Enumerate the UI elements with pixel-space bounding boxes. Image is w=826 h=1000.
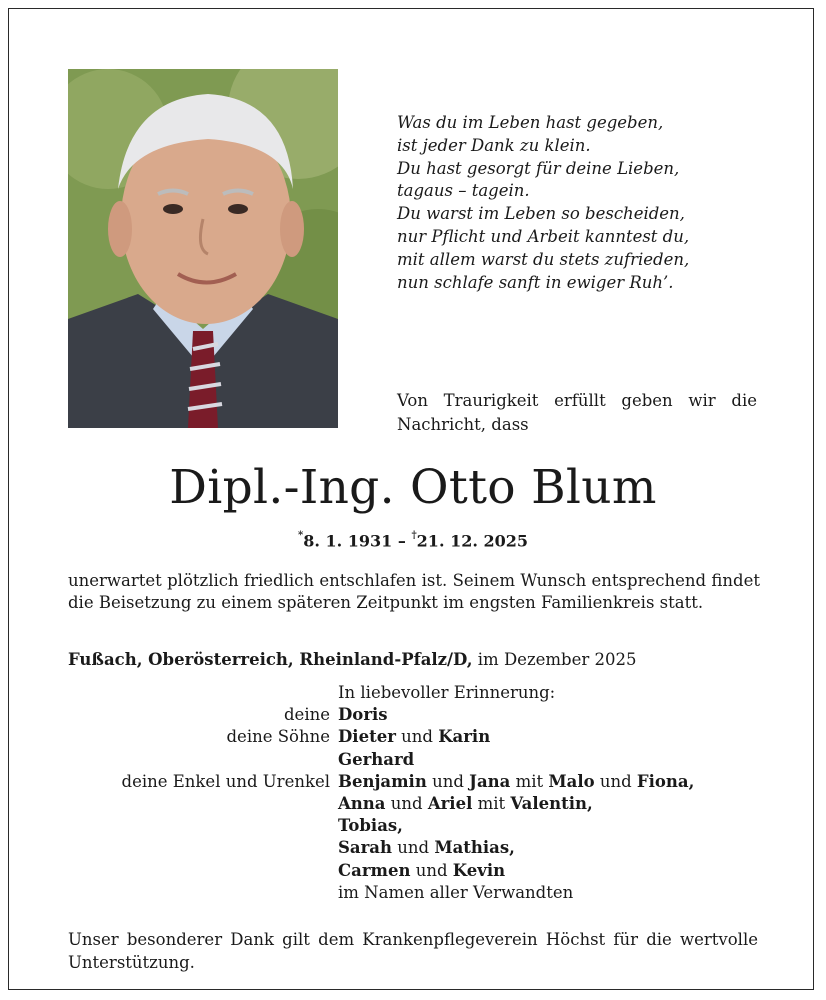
relative-name: Tobias, <box>338 816 403 836</box>
relative-name: Dieter <box>338 727 396 747</box>
relative-name: Gerhard <box>338 749 415 769</box>
family-row <box>0 749 826 771</box>
family-row <box>0 704 826 726</box>
relative-name: Carmen <box>338 860 411 880</box>
family-row <box>0 771 826 793</box>
poem-line: nur Pflicht und Arbeit kanntest du, <box>397 226 690 246</box>
thanks-text: Unser besonderer Dank gilt dem Krankenpflegeverein Höchst für die wertvolle Unterstützung. <box>68 930 758 972</box>
relative-names <box>338 749 414 771</box>
portrait-photo <box>68 69 338 428</box>
birth-mark: * <box>297 530 304 541</box>
poem-line: nun schlafe sanft in ewiger Ruh’. <box>397 272 674 292</box>
death-date: 21. 12. 2025 <box>416 531 529 551</box>
deceased-name: Dipl.-Ing. Otto Blum <box>169 460 657 515</box>
family-closing-row <box>0 882 826 904</box>
relative-names <box>338 793 593 815</box>
death-mark: † <box>411 530 417 541</box>
family-list <box>0 682 826 904</box>
relative-name: Anna <box>338 793 386 813</box>
family-heading-row <box>0 682 826 704</box>
name-connector: und <box>594 771 637 791</box>
relative-name: Ariel <box>427 793 473 813</box>
relative-name: Mathias, <box>434 838 515 858</box>
name-connector: mit <box>472 793 511 813</box>
relative-name: Doris <box>338 705 388 725</box>
birth-date: 8. 1. 1931 <box>303 531 393 551</box>
place-locations: Fußach, Oberösterreich, Rheinland-Pfalz/D, <box>68 650 473 669</box>
name-connector: und <box>410 860 453 880</box>
family-row <box>0 837 826 859</box>
poem-line: Du hast gesorgt für deine Lieben, <box>397 158 680 178</box>
relative-names <box>338 771 694 793</box>
name-connector: und <box>392 838 435 858</box>
family-row <box>0 793 826 815</box>
poem-line: ist jeder Dank zu klein. <box>397 135 591 155</box>
relative-name: Benjamin <box>338 771 427 791</box>
name-connector: mit <box>510 771 549 791</box>
name-connector: und <box>426 771 470 791</box>
family-row <box>0 726 826 748</box>
announcement-text: unerwartet plötzlich friedlich entschlafen ist. Seinem Wunsch entsprechend findet die Beisetzung zu einem späteren Zeitpunkt im engsten Familienkreis statt. <box>68 571 760 612</box>
relative-name: Jana <box>469 771 511 791</box>
relative-name: Kevin <box>452 860 506 880</box>
intro-text: Von Traurigkeit erfüllt geben wir die Nachricht, dass <box>397 391 757 434</box>
relative-name: Sarah <box>338 838 392 858</box>
family-closing: im Namen aller Verwandten <box>338 882 574 902</box>
poem-line: mit allem warst du stets zufrieden, <box>397 249 690 269</box>
life-dates <box>0 527 826 552</box>
poem-line: tagaus – tagein. <box>397 181 530 201</box>
poem <box>397 112 777 294</box>
relative-names <box>338 704 388 726</box>
relative-name: Fiona, <box>636 771 695 791</box>
relation-label: deine Enkel und Urenkel <box>121 771 330 791</box>
relative-name: Valentin, <box>510 793 593 813</box>
relative-names <box>338 726 490 748</box>
place-date: im Dezember 2025 <box>472 650 637 669</box>
place-date-line <box>68 649 768 671</box>
relation-label: deine <box>284 705 330 725</box>
family-heading: In liebevoller Erinnerung: <box>338 683 556 702</box>
poem-line: Was du im Leben hast gegeben, <box>397 113 664 132</box>
relative-name: Karin <box>438 727 491 747</box>
name-connector: und <box>385 793 428 813</box>
family-row <box>0 815 826 837</box>
relation-label: deine Söhne <box>226 727 330 747</box>
poem-line: Du warst im Leben so bescheiden, <box>397 204 685 224</box>
relative-name: Malo <box>548 771 595 791</box>
family-row <box>0 860 826 882</box>
date-separator: – <box>392 531 412 551</box>
relative-names <box>338 860 505 882</box>
relative-names <box>338 837 515 859</box>
relative-names <box>338 815 403 837</box>
name-connector: und <box>395 727 439 747</box>
